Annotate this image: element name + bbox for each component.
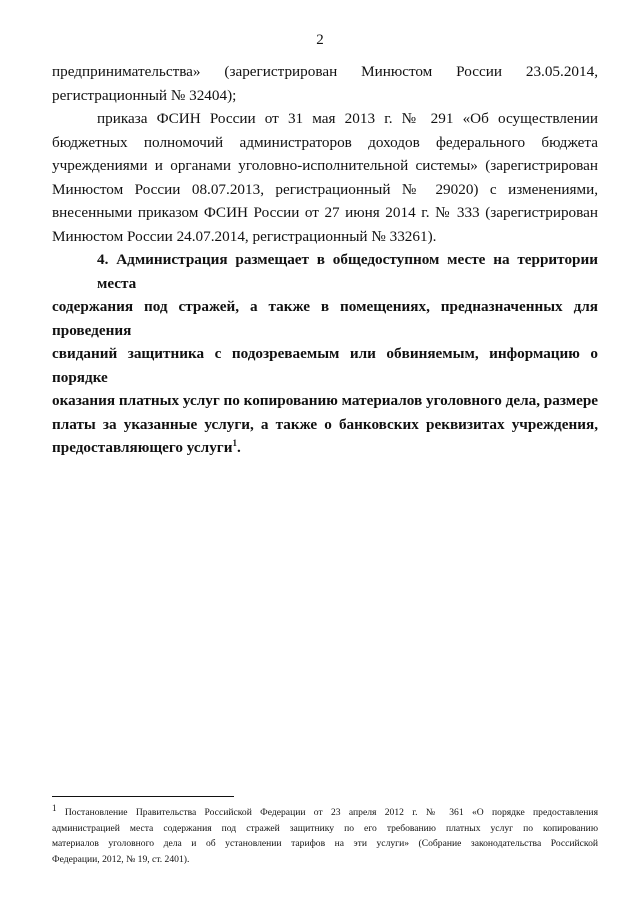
- footnote-reference[interactable]: 1: [232, 437, 237, 448]
- paragraph-1: [52, 60, 598, 107]
- paragraph-1-line: регистрационный № 32404);: [52, 86, 237, 104]
- paragraph-2: [52, 107, 598, 248]
- paragraph-3-line: содержания под стражей, а также в помещениях, предназначенных для проведения: [52, 298, 598, 339]
- footnote-line: Федерации, 2012, № 19, ст. 2401).: [52, 853, 190, 865]
- paragraph-3-line: платы за указанные услуги, а также о банковских реквизитах учреждения,: [52, 415, 598, 433]
- paragraph-2-line: бюджетных полномочий администраторов доходов федерального бюджета: [52, 133, 598, 151]
- paragraph-3-period: .: [236, 439, 241, 456]
- paragraph-2-line: Минюстом России 08.07.2013, регистрационный № 29020) с изменениями,: [52, 180, 598, 198]
- paragraph-3: [52, 248, 598, 460]
- paragraph-2-line: Минюстом России 24.07.2014, регистрационный № 33261).: [52, 227, 437, 245]
- footnote: [52, 802, 598, 867]
- page-number: 2: [316, 32, 324, 48]
- footnote-separator: [52, 796, 234, 797]
- paragraph-3-line: 4. Администрация размещает в общедоступном месте на территории места: [97, 251, 598, 292]
- footnote-line: администрацией места содержания под стражей защитнику по его требованию платных услуг по копированию: [52, 822, 598, 834]
- paragraph-2-line: приказа ФСИН России от 31 мая 2013 г. № 291 «Об осуществлении: [97, 110, 598, 127]
- paragraph-3-last-line: [52, 436, 598, 460]
- footnote-line: материалов уголовного дела и об установлении тарифов на эти услуги» (Собрание законодательства Российской: [52, 838, 598, 849]
- paragraph-1-line: предпринимательства» (зарегистрирован Минюстом России 23.05.2014,: [52, 63, 598, 80]
- paragraph-2-line: учреждениями и органами уголовно-исполнительной системы» (зарегистрирован: [52, 157, 598, 174]
- paragraph-2-line: внесенными приказом ФСИН России от 27 июня 2014 г. № 333 (зарегистрирован: [52, 204, 598, 221]
- paragraph-3-line: свиданий защитника с подозреваемым или обвиняемым, информацию о порядке: [52, 345, 598, 386]
- paragraph-3-line: предоставляющего услуги: [52, 439, 233, 456]
- footnote-text: Постановление Правительства Российской Федерации от 23 апреля 2012 г. № 361 «О порядке предоставления: [64, 807, 598, 818]
- footnote-marker: 1: [52, 802, 57, 813]
- footnote-line: [52, 802, 598, 821]
- document-body: [52, 60, 598, 460]
- paragraph-3-line: оказания платных услуг по копированию материалов уголовного дела, размере: [52, 392, 599, 409]
